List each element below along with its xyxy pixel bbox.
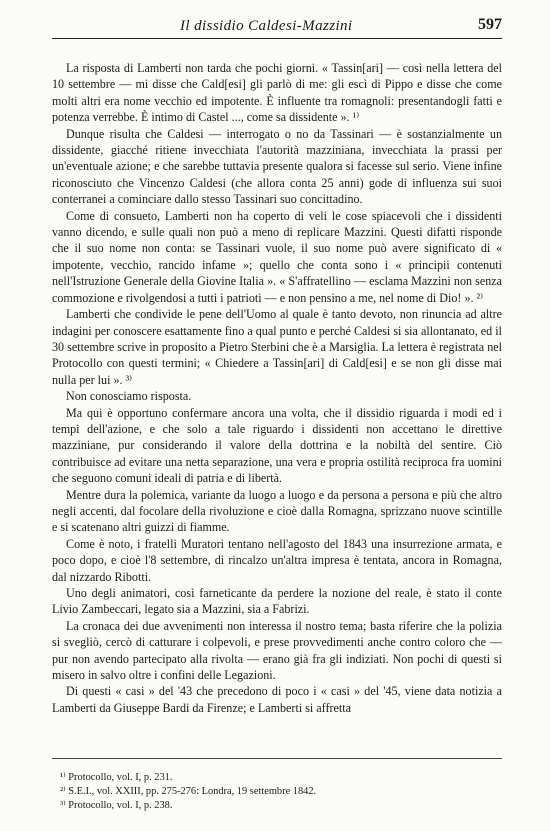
- paragraph: La risposta di Lamberti non tarda che pochi giorni. « Tassin[ari] — così nella lettera del 10 settembre — mi disse che Cald[esi] gli parlò di me: gli escì di Pippo e disse che come molti altri era nome vecchio ed impotente. È influente tra romagnoli: presentandogli fatti e potenza verrebbe. È intimo di Castel ..., come sa dissidente ». ¹⁾: [52, 61, 502, 125]
- paragraph: Uno degli animatori, così farneticante da perdere la nozione del reale, è stato il conte Livio Zambeccari, legato sia a Mazzini, sia a Fabrizi.: [52, 586, 502, 617]
- paragraph: Ma qui è opportuno confermare ancora una volta, che il dissidio riguarda i modi ed i tempi dell'azione, e che solo a tale riguardo i dissidenti non accettano le direttive mazziniane, pur considerando il valore della dottrina e la nobiltà del sentire. Ciò contribuisce ad evitare una netta separazione, una vera e propria ostilità reciproca fra uomini che seguono comuni ideali di patria e di libertà.: [52, 405, 502, 486]
- paragraph: Come è noto, i fratelli Muratori tentano nell'agosto del 1843 una insurrezione armata, e poco dopo, e cioè l'8 settembre, di rincalzo un'altra impresa è tentata, ancora in Romagna, dal nizzardo Ribotti.: [52, 536, 502, 584]
- page-header: [52, 16, 502, 39]
- paragraph: Dunque risulta che Caldesi — interrogato o no da Tassinari — è sostanzialmente un dissidente, giacché ritiene invecchiata l'autorità mazziniana, invecchiata la prassi per un'eventuale azione; e che sarebbe tuttavia presente qualora si facesse sul serio. Viene infine riconosciuto che Vincenzo Caldesi (che allora conta 25 anni) gode di influenza sui suoi conterranei a cominciare dallo stesso Tassinari suo concittadino.: [52, 126, 502, 207]
- paragraph: Mentre dura la polemica, variante da luogo a luogo e da persona a persona e più che altro negli accenti, dal focolare della rivoluzione e cioè dalla Romagna, sprizzano nuove scintille e si scatenano altri guizzi di fiamme.: [52, 487, 502, 535]
- running-title: Il dissidio Caldesi-Mazzini: [180, 18, 353, 34]
- paragraph: Di questi « casi » del '43 che precedono di poco i « casi » del '45, viene data notizia a Lamberti da Giuseppe Bardi da Firenze; e Lamberti si affretta: [52, 684, 502, 715]
- footnote: ²⁾ S.E.I., vol. XXIII, pp. 275-276: Londra, 19 settembre 1842.: [60, 786, 317, 797]
- footnote: ³⁾ Protocollo, vol. I, p. 238.: [60, 800, 173, 811]
- paragraph: Lamberti che condivide le pene dell'Uomo al quale è tanto devoto, non rinuncia ad altre indagini per conoscere esattamente fino a qual punto e perché Caldesi si sia allontanato, ed il 30 settembre scrive in proposito a Pietro Sterbini che è a Marsiglia. La lettera è registrata nel Protocollo con questi termini; « Chiedere a Tassin[ari] di Cald[esi] e se non gli disse mai nulla per lui ». ³⁾: [52, 307, 502, 387]
- footnotes: [52, 758, 502, 813]
- footnote: ¹⁾ Protocollo, vol. I, p. 231.: [60, 772, 173, 783]
- page-number: 597: [478, 16, 502, 33]
- paragraph: La cronaca dei due avvenimenti non interessa il nostro tema; basta riferire che la polizia si svegliò, cercò di catturare i colpevoli, e prese provvedimenti anche contro coloro che — pur non avendo partecipato alla rivolta — erano già fra gli indiziati. Non pochi di questi si misero in salvo oltre i confini delle Legazioni.: [52, 618, 502, 683]
- paragraph: Non conosciamo risposta.: [66, 389, 192, 404]
- paragraph: Come di consueto, Lamberti non ha coperto di veli le cose spiacevoli che i dissidenti vanno dicendo, e sulle quali non può a meno di replicare Mazzini. Questi difatti risponde che il suo nome non conta: se Tassinari vuole, il suo nome può avere significato di « impotente, vecchio, rancido infame »; quello che conta sono i « principii contenuti nell'Istruzione Generale della Giovine Italia ». « S'affratellino — esclama Mazzini non senza commozione e rivolgendosi a tutti i patrioti — e non pensino a me, nel nome di Dio! ». ²⁾: [52, 208, 502, 305]
- body-text: [52, 60, 502, 716]
